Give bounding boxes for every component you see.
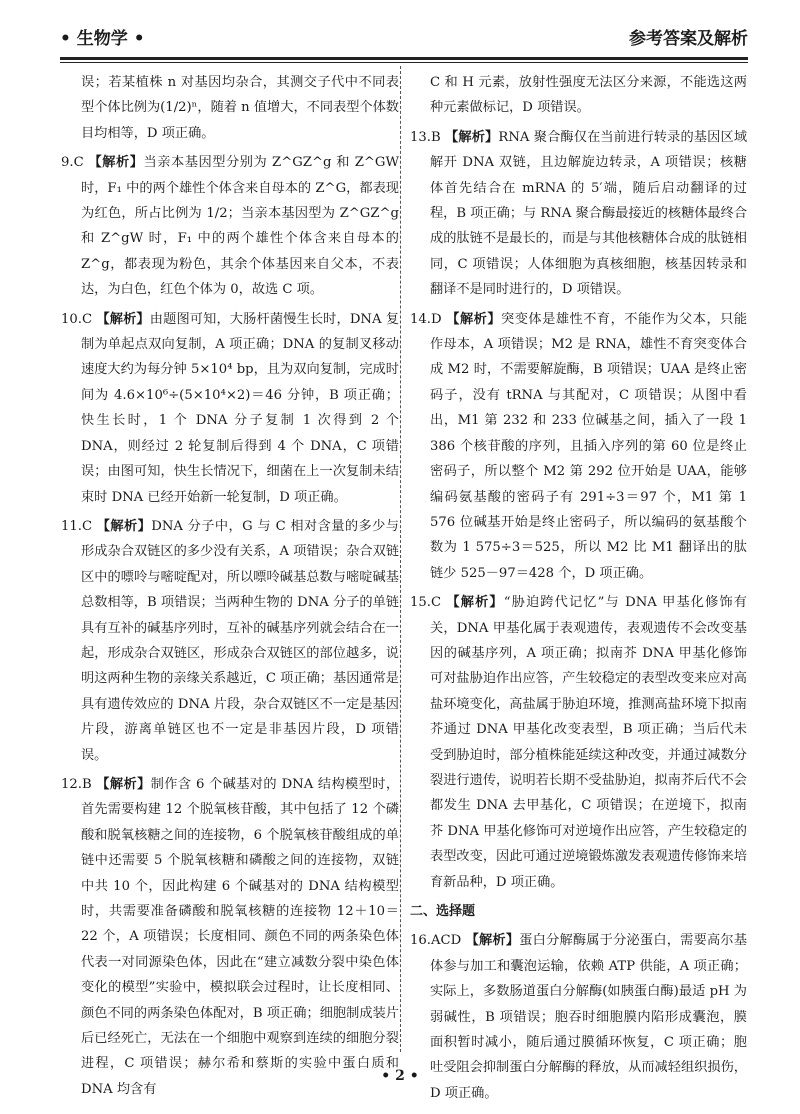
question-number: 10. xyxy=(61,311,82,327)
analysis-tag: 【解析】 xyxy=(96,518,152,534)
analysis-text: 制作含 6 个碱基对的 DNA 结构模型时，首先需要构建 12 个脱氧核苷酸，其中包括了 12 个磷酸和脱氧核糖之间的连接物，6 个脱氧核苷酸组成的单链中还需要 5 个脱氧核糖和磷酸之间的连接物，双链中共 10 个，因此构建 6 个碱基对的 DNA 结构模型时，共需要准备磷酸和脱氧核糖的连接物 12＋10＝22 个，A 项错误；长度相同、颜色不同的两条染色体代表一对同源染色体，因此在“建立减数分裂中染色体变化的模型”实验中，模拟联会过程时，让长度相同、颜色不同的两条染色体配对，B 项正确；细胞制成装片后已经死亡，无法在一个细胞中观察到连续的细胞分裂进程，C 项错误；赫尔希和蔡斯的实验中蛋白质和 DNA 均含有 xyxy=(81,776,400,1097)
analysis-tag: 【解析】 xyxy=(446,595,504,611)
analysis-tag: 【解析】 xyxy=(465,933,520,949)
left-column xyxy=(61,70,399,1106)
answer-item xyxy=(410,125,747,303)
question-number: 14. xyxy=(410,311,431,327)
column-divider xyxy=(400,66,401,1052)
answer-letter: C xyxy=(81,311,97,327)
section-title: 参考答案及解析 xyxy=(629,29,748,49)
answer-letter: B xyxy=(430,129,446,145)
analysis-tag: 【解析】 xyxy=(88,155,144,171)
analysis-tag: 【解析】 xyxy=(446,311,502,327)
answer-continuation: 误；若某植株 n 对基因均杂合，其测交子代中不同表型个体比例为(1/2)ⁿ，随着 n 值增大，不同表型个体数目均相等，D 项正确。 xyxy=(81,75,399,141)
answer-letter: B xyxy=(81,776,97,792)
answer-letter: C xyxy=(73,155,89,171)
answer-item xyxy=(61,307,399,510)
question-number: 11. xyxy=(61,518,82,534)
answer-letter: ACD xyxy=(430,933,466,949)
analysis-text: 当亲本基因型分别为 Z^GZ^g 和 Z^GW 时，F₁ 中的两个雄性个体含来自母本的 Z^G，都表现为红色，所占比例为 1/2；当亲本基因型为 Z^GZ^g 和 Z^gW 时，F₁ 中的两个雄性个体含来自母本的 Z^g，都表现为粉色，其余个体基因来自父本，不表达，为白色，红色个体为 0，故选 C 项。 xyxy=(81,155,400,298)
question-number: 13. xyxy=(410,129,431,145)
analysis-tag: 【解析】 xyxy=(96,776,151,792)
right-column xyxy=(410,70,747,1110)
answer-item xyxy=(61,772,399,1102)
answer-continuation: C 和 H 元素，放射性强度无法区分来源，不能选这两种元素做标记，D 项错误。 xyxy=(430,75,747,116)
analysis-text: 蛋白分解酶属于分泌蛋白，需要高尔基体参与加工和囊泡运输，依赖 ATP 供能，A 项正确；实际上，多数肠道蛋白分解酶(如胰蛋白酶)最适 pH 为弱碱性，B 项错误；胞吞时细胞膜内陷形成囊泡，膜面积暂时减小，随后通过膜循环恢复，C 项正确；胞吐受阻会抑制蛋白分解酶的释放，从而减轻组织损伤，D 项正确。 xyxy=(430,933,748,1101)
header-rule-thick xyxy=(60,57,748,60)
analysis-text: DNA 分子中，G 与 C 相对含量的多少与形成杂合双链区的多少没有关系，A 项错误；杂合双链区中的嘌呤与嘧啶配对，所以嘌呤碱基总数与嘧啶碱基总数相等，B 项错误；当两种生物的 DNA 分子的单链具有互补的碱基序列时，互补的碱基序列就会结合在一起，形成杂合双链区，形成杂合双链区的部位越多，说明这两种生物的亲缘关系越近，C 项正确；基因通常是具有遗传效应的 DNA 片段，杂合双链区不一定是基因片段，游离单链区也不一定是非基因片段，D 项错误。 xyxy=(81,518,399,763)
answer-item xyxy=(410,590,747,895)
analysis-tag: 【解析】 xyxy=(96,311,150,327)
page-number: • 2 • xyxy=(381,1068,419,1084)
question-number: 16. xyxy=(410,933,431,949)
answer-letter: C xyxy=(81,518,97,534)
answer-item xyxy=(410,307,747,586)
analysis-text: “胁迫跨代记忆”与 DNA 甲基化修饰有关，DNA 甲基化属于表观遗传，表观遗传不会改变基因的碱基序列，A 项正确；拟南芥 DNA 甲基化修饰可对盐胁迫作出应答，产生较稳定的表型改变来应对高盐环境变化，高盐属于胁迫环境，推测高盐环境下拟南芥通过 DNA 甲基化改变表型，B 项正确；当后代未受到胁迫时，部分植株能延续这种改变，并通过减数分裂进行遗传，说明若长期不受盐胁迫，拟南芥后代不会都发生 DNA 去甲基化，C 项错误；在逆境下，拟南芥 DNA 甲基化修饰可对逆境作出应答，产生较稳定的表型改变，因此可通过逆境锻炼激发表观遗传修饰来培育新品种，D 项正确。 xyxy=(430,595,747,890)
question-number: 9. xyxy=(61,155,74,171)
question-number: 12. xyxy=(61,776,82,792)
analysis-tag: 【解析】 xyxy=(445,129,499,145)
answer-letter: C xyxy=(430,595,447,611)
subject-label: • 生物学 • xyxy=(60,29,145,49)
analysis-text: RNA 聚合酶仅在当前进行转录的基因区域解开 DNA 双链，且边解旋边转录，A 项错误；核糖体首先结合在 mRNA 的 5′端，随后启动翻译的过程，B 项正确；与 RNA 聚合酶最接近的核糖体最终合成的肽链不是最长的，而是与其他核糖体合成的肽链相同，C 项错误；人体细胞为真核细胞，核基因转录和翻译不是同时进行的，D 项错误。 xyxy=(430,129,748,298)
analysis-text: 由题图可知，大肠杆菌慢生长时，DNA 复制为单起点双向复制，A 项正确；DNA 的复制叉移动速度大约为每分钟 5×10⁴ bp，且为双向复制，完成时间为 4.6×10⁶÷(5×10⁴×2)＝46 分钟，B 项正确；快生长时，1 个 DNA 分子复制 1 次得到 2 个 DNA，则经过 2 轮复制后得到 4 个 DNA，C 项错误；由图可知，快生长情况下，细菌在上一次复制未结束时 DNA 已经开始新一轮复制，D 项正确。 xyxy=(81,311,400,505)
answer-letter: D xyxy=(430,311,447,327)
page-header xyxy=(60,20,748,50)
question-number: 15. xyxy=(410,595,431,611)
header-rule-thin xyxy=(60,62,748,63)
answer-item xyxy=(61,150,399,302)
answer-item xyxy=(61,514,399,768)
section-heading: 二、选择题 xyxy=(410,904,476,919)
analysis-text: 突变体是雄性不育，不能作为父本，只能作母本，A 项错误；M2 是 RNA，雄性不育突变体合成 M2 时，不需要解旋酶，B 项错误；UAA 是终止密码子，没有 tRNA 与其配对，C 项错误；从图中看出，M1 第 232 和 233 位碱基之间，插入了一段 1 386 个核苷酸的序列，且插入序列的第 60 位是终止密码子，所以整个 M2 第 292 位开始是 UAA，能够编码氨基酸的密码子有 291÷3＝97 个，M1 第 1 576 位碱基开始是终止密码子，所以编码的氨基酸个数为 1 575÷3＝525，所以 M2 比 M1 翻译出的肽链少 525－97＝428 个，D 项正确。 xyxy=(430,311,748,581)
